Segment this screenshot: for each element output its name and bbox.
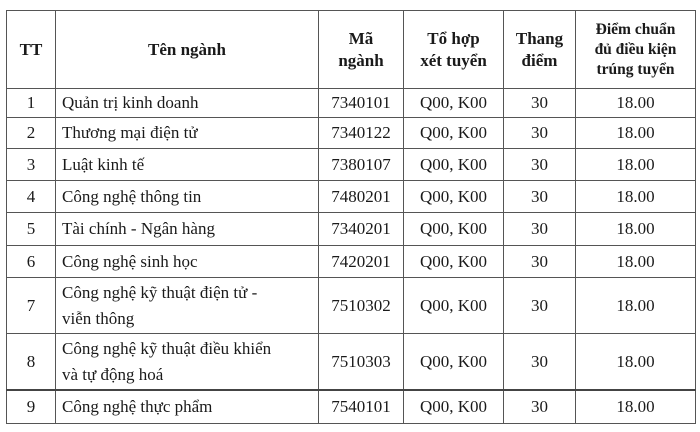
cell-code: 7480201 [319, 181, 404, 213]
cell-code: 7380107 [319, 149, 404, 181]
header-to-hop-line1: Tổ hợp [427, 28, 480, 48]
header-to-hop [404, 11, 504, 89]
cell-scale: 30 [504, 89, 576, 118]
cell-name [56, 149, 319, 181]
header-diem-line2: đủ điều kiện [594, 40, 677, 58]
header-ma-nganh-line2: ngành [338, 50, 384, 70]
cell-code: 7540101 [319, 390, 404, 424]
cell-code: 7420201 [319, 246, 404, 278]
cell-score: 18.00 [576, 390, 696, 424]
cell-score: 18.00 [576, 149, 696, 181]
header-to-hop-line2: xét tuyển [420, 50, 487, 70]
cell-code: 7340122 [319, 118, 404, 149]
cell-name [56, 89, 319, 118]
cell-name [56, 118, 319, 149]
cell-scale: 30 [504, 246, 576, 278]
cell-tt: 7 [7, 278, 56, 334]
cell-tt: 9 [7, 390, 56, 424]
cell-tt: 5 [7, 213, 56, 246]
cell-combo: Q00, K00 [404, 118, 504, 149]
header-ma-nganh [319, 11, 404, 89]
cell-score: 18.00 [576, 246, 696, 278]
name-line2: viễn thông [62, 308, 135, 328]
cell-scale: 30 [504, 334, 576, 391]
cell-name [56, 390, 319, 424]
cell-tt: 4 [7, 181, 56, 213]
cell-scale: 30 [504, 213, 576, 246]
cell-tt: 6 [7, 246, 56, 278]
cell-score: 18.00 [576, 118, 696, 149]
table-row [7, 181, 696, 213]
cell-tt: 1 [7, 89, 56, 118]
cell-code: 7340101 [319, 89, 404, 118]
cell-combo: Q00, K00 [404, 278, 504, 334]
header-thang-line2: điểm [521, 50, 558, 70]
name-line1: Công nghệ thực phẩm [62, 397, 213, 416]
cell-name [56, 246, 319, 278]
table-row [7, 89, 696, 118]
header-diem-line3: trúng tuyển [596, 60, 675, 78]
name-line1: Công nghệ kỹ thuật điều khiển [62, 338, 272, 358]
cell-code: 7510302 [319, 278, 404, 334]
cell-score: 18.00 [576, 213, 696, 246]
table-row [7, 334, 696, 391]
table-row [7, 118, 696, 149]
cell-combo: Q00, K00 [404, 246, 504, 278]
cell-combo: Q00, K00 [404, 390, 504, 424]
cell-tt: 3 [7, 149, 56, 181]
name-line1: Công nghệ thông tin [62, 186, 202, 206]
name-line1: Tài chính - Ngân hàng [62, 219, 215, 238]
cell-name [56, 213, 319, 246]
cell-name [56, 181, 319, 213]
cell-combo: Q00, K00 [404, 334, 504, 391]
cell-score: 18.00 [576, 334, 696, 391]
header-thang-line1: Thang [515, 28, 564, 48]
cell-scale: 30 [504, 181, 576, 213]
cell-name [56, 278, 319, 334]
cell-tt: 2 [7, 118, 56, 149]
cell-combo: Q00, K00 [404, 213, 504, 246]
cell-combo: Q00, K00 [404, 149, 504, 181]
header-diem-chuan [576, 11, 696, 89]
cell-combo: Q00, K00 [404, 89, 504, 118]
cell-scale: 30 [504, 278, 576, 334]
header-row [7, 11, 696, 89]
cell-scale: 30 [504, 118, 576, 149]
name-line1: Luật kinh tế [62, 154, 145, 174]
cell-code: 7510303 [319, 334, 404, 391]
table-row [7, 246, 696, 278]
header-tt: TT [7, 11, 56, 89]
name-line2: và tự động hoá [62, 364, 164, 384]
name-line1: Công nghệ sinh học [62, 251, 198, 271]
header-ten-nganh: Tên ngành [56, 11, 319, 89]
name-line1: Thương mại điện tử [62, 123, 198, 142]
cell-scale: 30 [504, 390, 576, 424]
name-line1: Quản trị kinh doanh [62, 93, 199, 112]
cell-code: 7340201 [319, 213, 404, 246]
table-row [7, 213, 696, 246]
table-row [7, 149, 696, 181]
table-row [7, 390, 696, 424]
table-row [7, 278, 696, 334]
cell-name [56, 334, 319, 391]
cell-score: 18.00 [576, 278, 696, 334]
cropped-text-above-table [0, 0, 700, 5]
cell-combo: Q00, K00 [404, 181, 504, 213]
name-line1: Công nghệ kỹ thuật điện tử - [62, 282, 258, 302]
header-diem-line1: Điểm chuẩn [595, 20, 676, 38]
cell-score: 18.00 [576, 181, 696, 213]
header-ma-nganh-line1: Mã [348, 28, 374, 48]
cell-tt: 8 [7, 334, 56, 391]
header-thang-diem [504, 11, 576, 89]
cell-scale: 30 [504, 149, 576, 181]
cell-score: 18.00 [576, 89, 696, 118]
admission-score-table [6, 10, 696, 424]
